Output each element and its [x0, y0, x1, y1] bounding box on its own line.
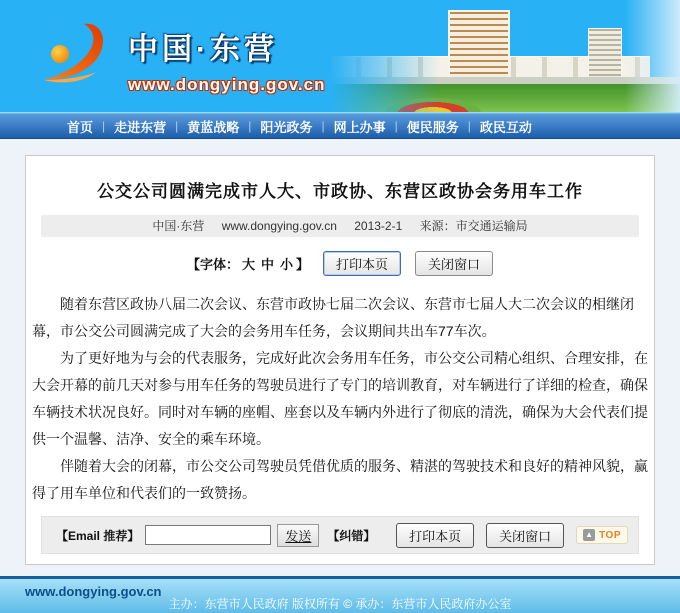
nav-item-interaction[interactable]: 政民互动 [479, 119, 532, 135]
print-page-button[interactable]: 打印本页 [323, 251, 401, 276]
dongying-swoosh-icon [38, 14, 126, 94]
meta-source: 来源：市交通运输局 [419, 219, 528, 233]
article-metabar [41, 215, 639, 237]
top-label: TOP [599, 529, 621, 541]
site-footer [0, 579, 680, 613]
meta-site-name: 中国·东营 [152, 219, 205, 233]
meta-site-url: www.dongying.gov.cn [221, 219, 337, 233]
paragraph: 随着东营区政协八届二次会议、东营市政协七届二次会议、东营市七届人大二次会议的相继闭幕，市公交公司圆满完成了大会的会务用车任务，会议期间共出车77车次。 [32, 296, 634, 339]
nav-item-about[interactable]: 走进东营 [114, 119, 167, 135]
nav-separator: | [467, 119, 471, 133]
print-page-button-bottom[interactable]: 打印本页 [396, 523, 474, 548]
nav-item-convenience[interactable]: 便民服务 [406, 119, 459, 135]
font-size-control [187, 254, 309, 273]
nav-item-gov-affairs[interactable]: 阳光政务 [260, 119, 313, 135]
main-nav [0, 113, 680, 139]
meta-date: 2013-2-1 [354, 219, 403, 233]
up-arrow-icon: ▲ [583, 529, 595, 541]
email-recommend-label: 【Email 推荐】 [56, 528, 140, 543]
email-input[interactable] [145, 525, 271, 545]
send-button[interactable]: 发送 [277, 524, 319, 547]
article-panel [25, 155, 655, 565]
bottom-bar-right [396, 523, 628, 548]
font-size-medium[interactable]: 中 [260, 257, 274, 272]
site-name: 中国·东营 [128, 33, 278, 66]
nav-item-online-services[interactable]: 网上办事 [333, 119, 386, 135]
paragraph: 伴随着大会的闭幕，市公交公司驾驶员凭借优质的服务、精湛的驾驶技术和良好的精神风貌，赢得了用车单位和代表们的一致赞扬。 [32, 458, 648, 501]
article-body [32, 291, 648, 507]
close-window-button[interactable]: 关闭窗口 [415, 251, 493, 276]
back-to-top-button[interactable] [576, 526, 628, 544]
photo-main-building [448, 10, 510, 84]
nav-separator: | [102, 119, 106, 133]
font-label-close: 】 [296, 257, 310, 272]
paragraph: 为了更好地为与会的代表服务，完成好此次会务用车任务，市公交公司精心组织、合理安排，在大会开幕的前几天对参与用车任务的驾驶员进行了专门的培训教育，对车辆进行了详细的检查，确保车辆技术状况良好。同时对车辆的座帽、座套以及车辆内外进行了彻底的清洗，确保为大会代表们提供一个温馨、洁净、安全的乘车环境。 [32, 350, 648, 447]
site-url: www.dongying.gov.cn [128, 75, 326, 94]
photo-right-building [588, 28, 622, 84]
font-label-open: 【字体： [186, 257, 239, 272]
article-controls [26, 251, 654, 276]
footer-copyright: 主办：东营市人民政府 版权所有 © 承办：东营市人民政府办公室 [168, 597, 512, 611]
photo-fade-right [625, 0, 680, 112]
nav-separator: | [321, 119, 325, 133]
site-title-block [128, 24, 326, 95]
nav-separator: | [175, 119, 179, 133]
nav-item-strategy[interactable]: 黄蓝战略 [187, 119, 240, 135]
article-title: 公交公司圆满完成市人大、市政协、东营区政协会务用车工作 [97, 182, 583, 201]
nav-separator: | [248, 119, 252, 133]
header-photo [330, 0, 680, 112]
site-logo-icon[interactable] [38, 14, 126, 94]
footer-site-url: www.dongying.gov.cn [25, 584, 162, 599]
error-correction-label[interactable]: 【纠错】 [327, 528, 376, 543]
photo-fade-left [330, 0, 440, 112]
close-window-button-bottom[interactable]: 关闭窗口 [486, 523, 564, 548]
article-bottom-bar [41, 516, 639, 554]
font-size-small[interactable]: 小 [279, 257, 293, 272]
nav-item-home[interactable]: 首页 [67, 119, 94, 135]
nav-separator: | [394, 119, 398, 133]
site-header [0, 0, 680, 113]
font-size-large[interactable]: 大 [241, 257, 255, 272]
